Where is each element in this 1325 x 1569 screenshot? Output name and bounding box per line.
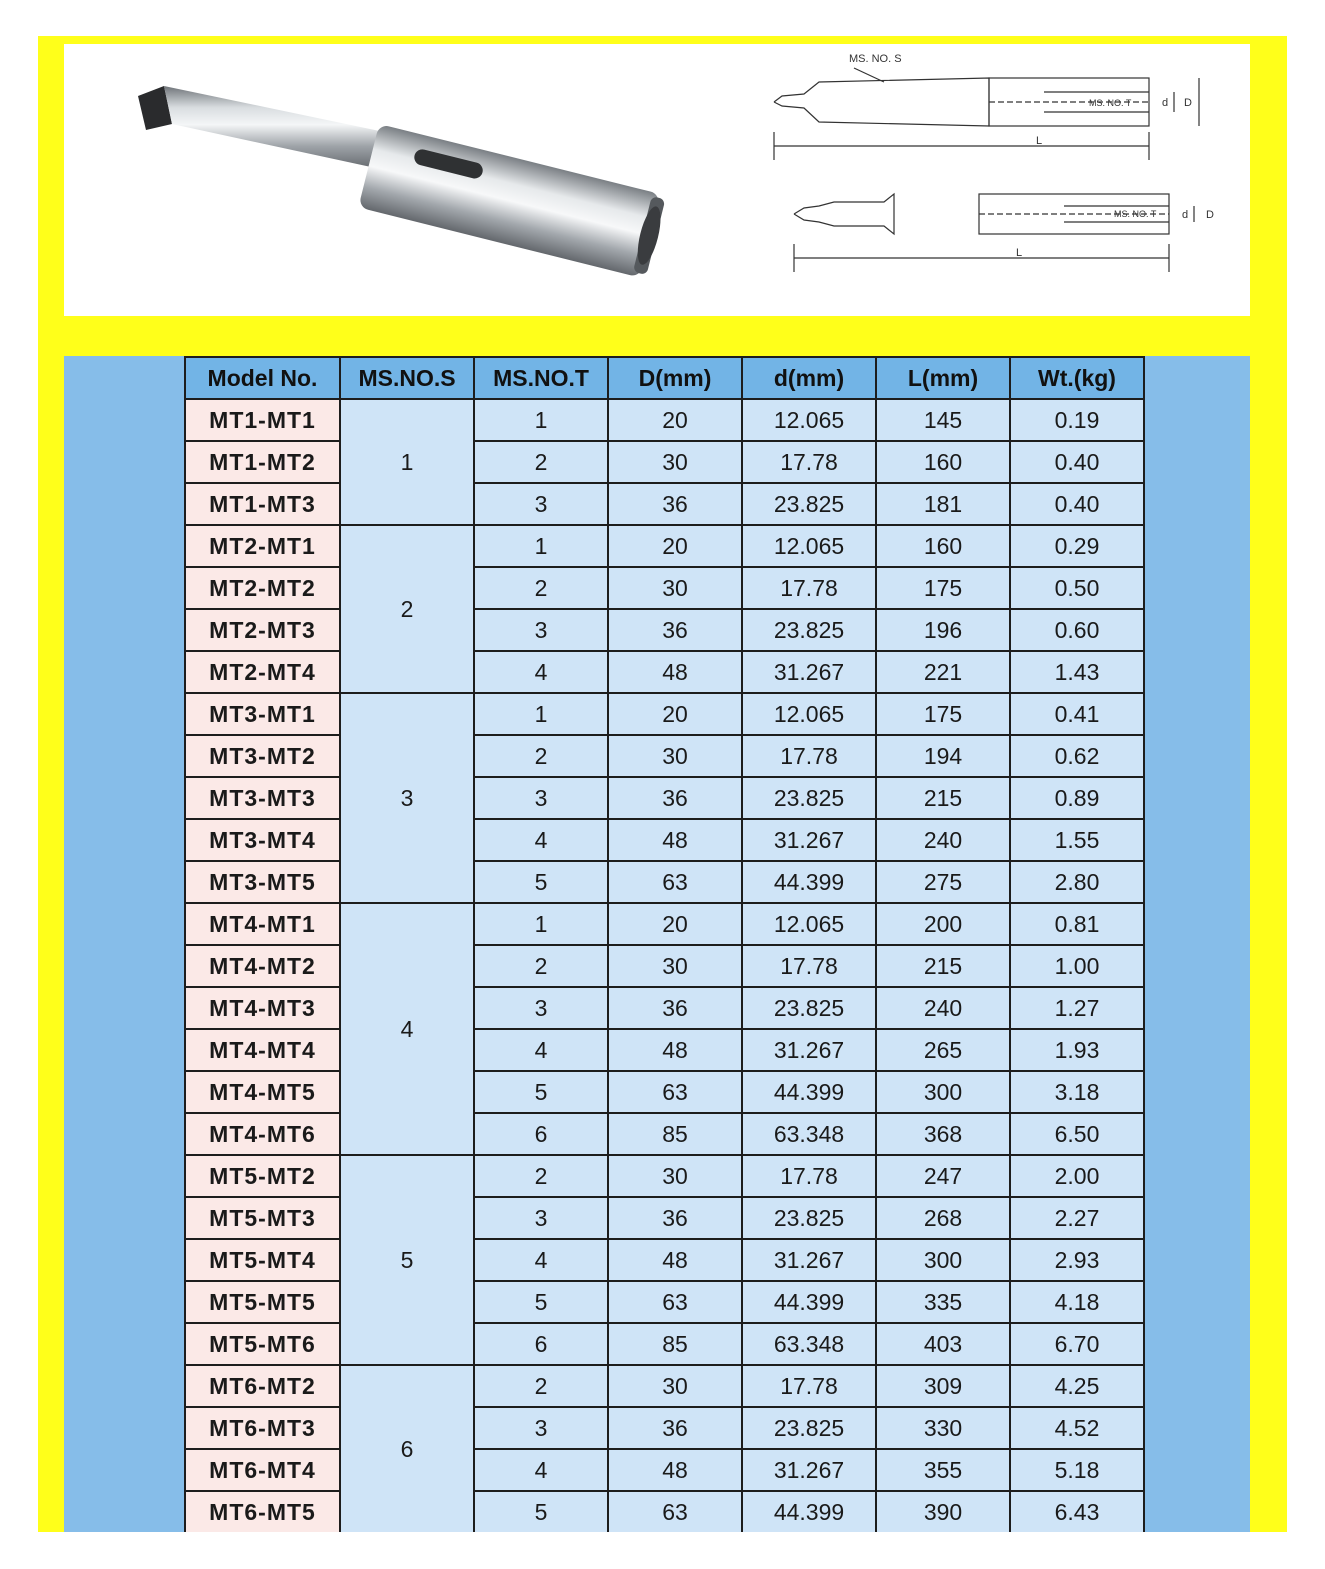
weight-cell: 1.43 xyxy=(1010,651,1144,693)
length-cell: 240 xyxy=(876,987,1010,1029)
table-row xyxy=(185,1491,1144,1532)
table-row xyxy=(185,1155,1144,1197)
table-row xyxy=(185,1239,1144,1281)
model-no-cell: MT6-MT3 xyxy=(185,1407,340,1449)
ms-no-s-cell: 5 xyxy=(340,1155,474,1365)
d-large-label-top: D xyxy=(1184,97,1192,109)
d-large-cell: 48 xyxy=(608,651,742,693)
length-cell: 215 xyxy=(876,945,1010,987)
d-small-cell: 17.78 xyxy=(742,735,876,777)
d-small-cell: 31.267 xyxy=(742,819,876,861)
ms-no-t-label-bottom: MS. NO. T xyxy=(1114,209,1157,219)
weight-cell: 0.62 xyxy=(1010,735,1144,777)
ms-no-s-cell: 1 xyxy=(340,399,474,525)
d-large-cell: 63 xyxy=(608,1491,742,1532)
length-cell: 175 xyxy=(876,693,1010,735)
product-image-panel xyxy=(64,44,1250,316)
length-cell: 330 xyxy=(876,1407,1010,1449)
model-no-cell: MT4-MT2 xyxy=(185,945,340,987)
model-no-cell: MT4-MT6 xyxy=(185,1113,340,1155)
table-row xyxy=(185,1407,1144,1449)
weight-cell: 6.50 xyxy=(1010,1113,1144,1155)
ms-no-t-cell: 1 xyxy=(474,693,608,735)
length-cell: 265 xyxy=(876,1029,1010,1071)
weight-cell: 2.27 xyxy=(1010,1197,1144,1239)
table-header-row xyxy=(185,357,1144,399)
d-large-cell: 30 xyxy=(608,1365,742,1407)
weight-cell: 4.18 xyxy=(1010,1281,1144,1323)
model-no-cell: MT6-MT5 xyxy=(185,1491,340,1532)
ms-no-t-cell: 3 xyxy=(474,777,608,819)
d-large-cell: 48 xyxy=(608,1029,742,1071)
d-small-cell: 63.348 xyxy=(742,1323,876,1365)
table-row xyxy=(185,1323,1144,1365)
weight-cell: 6.70 xyxy=(1010,1323,1144,1365)
table-row xyxy=(185,1197,1144,1239)
ms-no-t-cell: 3 xyxy=(474,483,608,525)
d-small-cell: 17.78 xyxy=(742,945,876,987)
ms-no-s-label: MS. NO. S xyxy=(849,53,902,65)
d-large-cell: 20 xyxy=(608,399,742,441)
table-row xyxy=(185,1365,1144,1407)
weight-cell: 0.29 xyxy=(1010,525,1144,567)
d-large-cell: 36 xyxy=(608,987,742,1029)
ms-no-s-cell: 2 xyxy=(340,525,474,693)
table-row xyxy=(185,819,1144,861)
header-weight: Wt.(kg) xyxy=(1010,357,1144,399)
model-no-cell: MT6-MT4 xyxy=(185,1449,340,1491)
d-large-cell: 30 xyxy=(608,945,742,987)
ms-no-s-cell: 3 xyxy=(340,693,474,903)
table-row xyxy=(185,609,1144,651)
d-small-cell: 12.065 xyxy=(742,525,876,567)
length-cell: 194 xyxy=(876,735,1010,777)
table-row xyxy=(185,441,1144,483)
d-large-cell: 30 xyxy=(608,1155,742,1197)
model-no-cell: MT6-MT2 xyxy=(185,1365,340,1407)
d-large-cell: 36 xyxy=(608,1407,742,1449)
length-cell: 300 xyxy=(876,1239,1010,1281)
ms-no-t-cell: 1 xyxy=(474,399,608,441)
model-no-cell: MT1-MT1 xyxy=(185,399,340,441)
weight-cell: 0.40 xyxy=(1010,441,1144,483)
ms-no-t-cell: 5 xyxy=(474,1491,608,1532)
d-small-cell: 17.78 xyxy=(742,1155,876,1197)
ms-no-t-cell: 2 xyxy=(474,945,608,987)
weight-cell: 1.93 xyxy=(1010,1029,1144,1071)
ms-no-s-cell: 6 xyxy=(340,1365,474,1532)
l-label-top: L xyxy=(1036,135,1043,147)
ms-no-t-cell: 2 xyxy=(474,735,608,777)
table-row xyxy=(185,483,1144,525)
header-d-small: d(mm) xyxy=(742,357,876,399)
d-small-cell: 12.065 xyxy=(742,399,876,441)
ms-no-t-cell: 3 xyxy=(474,1407,608,1449)
weight-cell: 5.18 xyxy=(1010,1449,1144,1491)
model-no-cell: MT2-MT1 xyxy=(185,525,340,567)
ms-no-t-cell: 6 xyxy=(474,1113,608,1155)
table-row xyxy=(185,1071,1144,1113)
d-large-cell: 30 xyxy=(608,735,742,777)
model-no-cell: MT3-MT3 xyxy=(185,777,340,819)
d-small-cell: 44.399 xyxy=(742,1071,876,1113)
ms-no-t-cell: 5 xyxy=(474,1281,608,1323)
length-cell: 300 xyxy=(876,1071,1010,1113)
length-cell: 175 xyxy=(876,567,1010,609)
d-large-cell: 63 xyxy=(608,1281,742,1323)
d-small-cell: 17.78 xyxy=(742,1365,876,1407)
header-d-large: D(mm) xyxy=(608,357,742,399)
d-small-cell: 23.825 xyxy=(742,483,876,525)
d-small-cell: 44.399 xyxy=(742,861,876,903)
d-large-cell: 36 xyxy=(608,483,742,525)
length-cell: 221 xyxy=(876,651,1010,693)
ms-no-t-cell: 6 xyxy=(474,1323,608,1365)
d-large-cell: 20 xyxy=(608,693,742,735)
model-no-cell: MT3-MT5 xyxy=(185,861,340,903)
weight-cell: 1.00 xyxy=(1010,945,1144,987)
table-row xyxy=(185,735,1144,777)
d-large-cell: 30 xyxy=(608,567,742,609)
spec-table-panel xyxy=(64,356,1250,1532)
ms-no-t-cell: 1 xyxy=(474,525,608,567)
length-cell: 275 xyxy=(876,861,1010,903)
weight-cell: 0.41 xyxy=(1010,693,1144,735)
d-small-cell: 44.399 xyxy=(742,1281,876,1323)
l-label-bottom: L xyxy=(1016,247,1023,259)
length-cell: 335 xyxy=(876,1281,1010,1323)
length-cell: 309 xyxy=(876,1365,1010,1407)
model-no-cell: MT4-MT3 xyxy=(185,987,340,1029)
table-row xyxy=(185,693,1144,735)
d-small-cell: 17.78 xyxy=(742,567,876,609)
weight-cell: 4.52 xyxy=(1010,1407,1144,1449)
d-small-cell: 31.267 xyxy=(742,651,876,693)
d-large-cell: 36 xyxy=(608,1197,742,1239)
length-cell: 368 xyxy=(876,1113,1010,1155)
length-cell: 160 xyxy=(876,441,1010,483)
weight-cell: 0.89 xyxy=(1010,777,1144,819)
weight-cell: 3.18 xyxy=(1010,1071,1144,1113)
d-small-cell: 63.348 xyxy=(742,1113,876,1155)
header-length: L(mm) xyxy=(876,357,1010,399)
weight-cell: 2.93 xyxy=(1010,1239,1144,1281)
ms-no-t-cell: 4 xyxy=(474,819,608,861)
product-photo xyxy=(124,64,684,304)
d-large-cell: 48 xyxy=(608,1449,742,1491)
header-ms-no-t: MS.NO.T xyxy=(474,357,608,399)
model-no-cell: MT2-MT3 xyxy=(185,609,340,651)
ms-no-t-cell: 4 xyxy=(474,1449,608,1491)
ms-no-t-label-top: MS. NO. T xyxy=(1089,98,1132,108)
d-large-cell: 85 xyxy=(608,1113,742,1155)
d-small-cell: 12.065 xyxy=(742,693,876,735)
header-model-no: Model No. xyxy=(185,357,340,399)
table-row xyxy=(185,567,1144,609)
d-large-cell: 36 xyxy=(608,777,742,819)
table-row xyxy=(185,651,1144,693)
table-row xyxy=(185,1029,1144,1071)
d-small-cell: 31.267 xyxy=(742,1239,876,1281)
ms-no-t-cell: 4 xyxy=(474,1029,608,1071)
table-row xyxy=(185,987,1144,1029)
weight-cell: 0.50 xyxy=(1010,567,1144,609)
ms-no-t-cell: 3 xyxy=(474,609,608,651)
length-cell: 403 xyxy=(876,1323,1010,1365)
ms-no-s-cell: 4 xyxy=(340,903,474,1155)
ms-no-t-cell: 4 xyxy=(474,1239,608,1281)
weight-cell: 0.81 xyxy=(1010,903,1144,945)
d-small-cell: 44.399 xyxy=(742,1491,876,1532)
model-no-cell: MT5-MT2 xyxy=(185,1155,340,1197)
d-small-cell: 12.065 xyxy=(742,903,876,945)
ms-no-t-cell: 2 xyxy=(474,441,608,483)
d-large-label-bottom: D xyxy=(1206,209,1214,221)
length-cell: 145 xyxy=(876,399,1010,441)
ms-no-t-cell: 5 xyxy=(474,861,608,903)
length-cell: 181 xyxy=(876,483,1010,525)
table-row xyxy=(185,1449,1144,1491)
model-no-cell: MT3-MT1 xyxy=(185,693,340,735)
model-no-cell: MT2-MT4 xyxy=(185,651,340,693)
weight-cell: 4.25 xyxy=(1010,1365,1144,1407)
model-no-cell: MT4-MT5 xyxy=(185,1071,340,1113)
length-cell: 355 xyxy=(876,1449,1010,1491)
table-row xyxy=(185,945,1144,987)
length-cell: 215 xyxy=(876,777,1010,819)
d-small-cell: 23.825 xyxy=(742,987,876,1029)
length-cell: 268 xyxy=(876,1197,1010,1239)
model-no-cell: MT4-MT4 xyxy=(185,1029,340,1071)
length-cell: 390 xyxy=(876,1491,1010,1532)
table-row xyxy=(185,1113,1144,1155)
d-small-cell: 23.825 xyxy=(742,1197,876,1239)
model-no-cell: MT5-MT5 xyxy=(185,1281,340,1323)
ms-no-t-cell: 2 xyxy=(474,1155,608,1197)
weight-cell: 2.80 xyxy=(1010,861,1144,903)
spec-table xyxy=(184,356,1145,1532)
length-cell: 200 xyxy=(876,903,1010,945)
table-row xyxy=(185,777,1144,819)
weight-cell: 1.27 xyxy=(1010,987,1144,1029)
model-no-cell: MT1-MT3 xyxy=(185,483,340,525)
length-cell: 160 xyxy=(876,525,1010,567)
d-large-cell: 30 xyxy=(608,441,742,483)
d-large-cell: 20 xyxy=(608,525,742,567)
model-no-cell: MT5-MT4 xyxy=(185,1239,340,1281)
d-large-cell: 48 xyxy=(608,1239,742,1281)
d-large-cell: 36 xyxy=(608,609,742,651)
model-no-cell: MT1-MT2 xyxy=(185,441,340,483)
length-cell: 196 xyxy=(876,609,1010,651)
weight-cell: 0.40 xyxy=(1010,483,1144,525)
model-no-cell: MT3-MT4 xyxy=(185,819,340,861)
d-small-cell: 23.825 xyxy=(742,1407,876,1449)
d-large-cell: 85 xyxy=(608,1323,742,1365)
table-row xyxy=(185,861,1144,903)
ms-no-t-cell: 2 xyxy=(474,1365,608,1407)
weight-cell: 1.55 xyxy=(1010,819,1144,861)
d-large-cell: 20 xyxy=(608,903,742,945)
table-row xyxy=(185,1281,1144,1323)
model-no-cell: MT3-MT2 xyxy=(185,735,340,777)
model-no-cell: MT5-MT3 xyxy=(185,1197,340,1239)
technical-drawing xyxy=(764,44,1214,284)
ms-no-t-cell: 2 xyxy=(474,567,608,609)
table-row xyxy=(185,525,1144,567)
weight-cell: 6.43 xyxy=(1010,1491,1144,1532)
model-no-cell: MT4-MT1 xyxy=(185,903,340,945)
d-large-cell: 48 xyxy=(608,819,742,861)
ms-no-t-cell: 3 xyxy=(474,1197,608,1239)
d-small-cell: 31.267 xyxy=(742,1449,876,1491)
d-small-cell: 23.825 xyxy=(742,777,876,819)
d-large-cell: 63 xyxy=(608,1071,742,1113)
ms-no-t-cell: 1 xyxy=(474,903,608,945)
header-ms-no-s: MS.NO.S xyxy=(340,357,474,399)
ms-no-t-cell: 4 xyxy=(474,651,608,693)
ms-no-t-cell: 5 xyxy=(474,1071,608,1113)
table-row xyxy=(185,399,1144,441)
length-cell: 240 xyxy=(876,819,1010,861)
weight-cell: 2.00 xyxy=(1010,1155,1144,1197)
weight-cell: 0.19 xyxy=(1010,399,1144,441)
d-small-cell: 17.78 xyxy=(742,441,876,483)
length-cell: 247 xyxy=(876,1155,1010,1197)
d-small-cell: 23.825 xyxy=(742,609,876,651)
d-small-label-bottom: d xyxy=(1182,209,1189,221)
d-small-label-top: d xyxy=(1162,97,1169,109)
table-row xyxy=(185,903,1144,945)
model-no-cell: MT2-MT2 xyxy=(185,567,340,609)
ms-no-t-cell: 3 xyxy=(474,987,608,1029)
d-large-cell: 63 xyxy=(608,861,742,903)
d-small-cell: 31.267 xyxy=(742,1029,876,1071)
weight-cell: 0.60 xyxy=(1010,609,1144,651)
model-no-cell: MT5-MT6 xyxy=(185,1323,340,1365)
